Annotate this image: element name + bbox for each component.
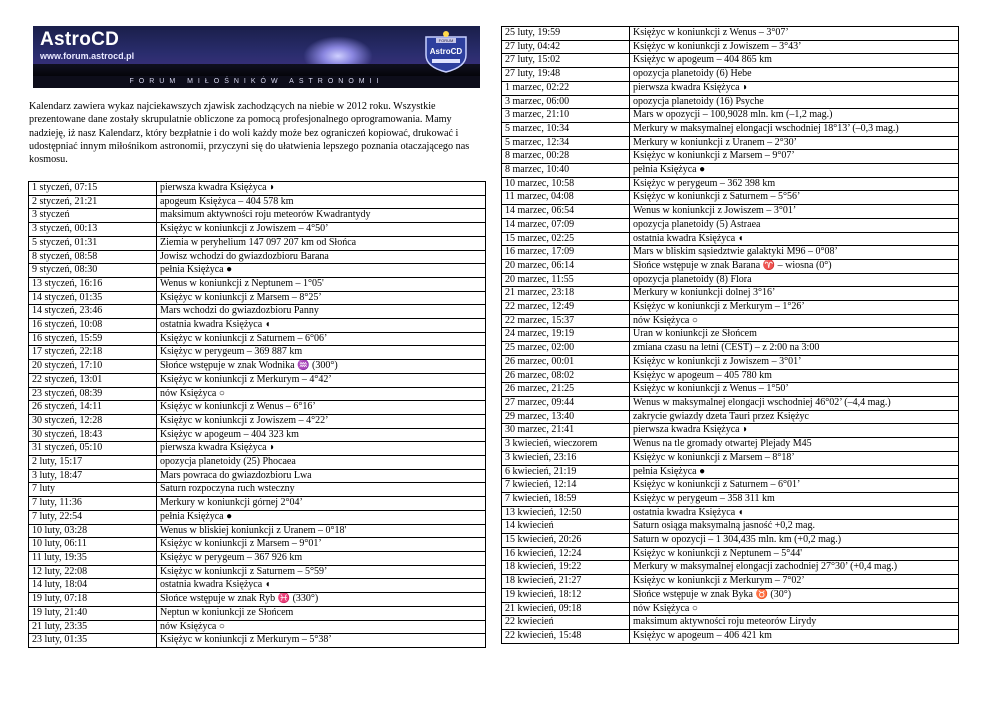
event-description: Księżyc w perygeum – 369 887 km [157,346,486,360]
event-row [502,506,959,520]
event-description: Księżyc w apogeum – 404 865 km [630,54,959,68]
event-description: nów Księżyca ○ [157,387,486,401]
event-date: 2 styczeń, 21:21 [29,195,157,209]
event-row [29,634,486,648]
event-row [502,218,959,232]
event-description: Uran w koniunkcji ze Słońcem [630,328,959,342]
event-description: Saturn osiąga maksymalną jasność +0,2 mag. [630,520,959,534]
event-date: 16 kwiecień, 12:24 [502,547,630,561]
event-description: Księżyc w koniunkcji z Wenus – 1°50’ [630,383,959,397]
event-description: Wenus na tle gromady otwartej Plejady M45 [630,438,959,452]
event-row [502,164,959,178]
event-description: Słońce wstępuje w znak Wodnika ♒ (300°) [157,360,486,374]
event-description: nów Księżyca ○ [630,314,959,328]
event-date: 14 styczeń, 01:35 [29,291,157,305]
event-row [502,273,959,287]
event-row [502,492,959,506]
event-date: 17 styczeń, 22:18 [29,346,157,360]
event-date: 9 styczeń, 08:30 [29,264,157,278]
event-row [502,150,959,164]
logo-text: AstroCD [429,47,463,56]
event-description: Księżyc w apogeum – 406 421 km [630,629,959,643]
event-date: 26 marzec, 00:01 [502,355,630,369]
event-description: Saturn rozpoczyna ruch wsteczny [157,483,486,497]
event-row [502,520,959,534]
event-date: 16 styczeń, 15:59 [29,332,157,346]
event-description: Wenus w bliskiej koniunkcji z Uranem – 0°18' [157,524,486,538]
event-date: 21 kwiecień, 09:18 [502,602,630,616]
banner-forum-strip: FORUM MIŁOŚNIKÓW ASTRONOMII [33,76,480,88]
event-row [502,588,959,602]
event-row [29,195,486,209]
event-description: maksimum aktywności roju meteorów Kwadrantydy [157,209,486,223]
event-row [502,396,959,410]
event-description: opozycja planetoidy (16) Psyche [630,95,959,109]
event-description: Księżyc w perygeum – 358 311 km [630,492,959,506]
event-row [502,136,959,150]
event-description: Księżyc w koniunkcji z Saturnem – 5°59’ [157,565,486,579]
event-date: 1 marzec, 02:22 [502,81,630,95]
event-row [29,579,486,593]
event-description: Merkury w koniunkcji z Uranem – 2°30’ [630,136,959,150]
event-row [29,524,486,538]
event-row [29,319,486,333]
event-row [29,565,486,579]
event-description: Księżyc w koniunkcji z Merkurym – 7°02’ [630,575,959,589]
event-row [29,236,486,250]
event-description: Księżyc w koniunkcji z Jowiszem – 3°01’ [630,355,959,369]
event-row [29,469,486,483]
event-row [502,246,959,260]
event-description: maksimum aktywności roju meteorów Lirydy [630,616,959,630]
astrocd-logo-icon [418,29,474,73]
event-description: Księżyc w koniunkcji z Merkurym – 4°42’ [157,373,486,387]
event-date: 14 kwiecień [502,520,630,534]
event-description: Księżyc w koniunkcji z Wenus – 6°16’ [157,401,486,415]
event-row [29,373,486,387]
event-date: 6 kwiecień, 21:19 [502,465,630,479]
astrocd-banner [33,26,480,88]
event-description: Księżyc w koniunkcji z Saturnem – 5°56’ [630,191,959,205]
event-row [29,223,486,237]
event-description: Merkury w koniunkcji dolnej 3°16’ [630,287,959,301]
event-description: Księżyc w perygeum – 367 926 km [157,551,486,565]
event-date: 29 marzec, 13:40 [502,410,630,424]
event-date: 27 luty, 04:42 [502,40,630,54]
event-date: 8 styczeń, 08:58 [29,250,157,264]
event-date: 22 marzec, 12:49 [502,301,630,315]
event-date: 23 styczeń, 08:39 [29,387,157,401]
event-row [29,332,486,346]
event-row [29,182,486,196]
event-date: 1 styczeń, 07:15 [29,182,157,196]
event-date: 26 styczeń, 14:11 [29,401,157,415]
event-date: 20 marzec, 11:55 [502,273,630,287]
event-date: 14 luty, 18:04 [29,579,157,593]
event-description: opozycja planetoidy (5) Astraea [630,218,959,232]
event-row [502,287,959,301]
event-description: Księżyc w koniunkcji z Marsem – 9°01’ [157,538,486,552]
event-row [502,259,959,273]
event-row [29,456,486,470]
event-row [502,342,959,356]
event-description: Merkury w maksymalnej elongacji wschodniej 18°13’ (–0,3 mag.) [630,122,959,136]
intro-paragraph: Kalendarz zawiera wykaz najciekawszych zjawisk zachodzących na niebie w 2012 roku. Wszystkie prezentowane dane zostały skrupulatnie obliczone za pomocą profesjonalnego oprogramowania. Mamy nadzieję, iż nasz Kalendarz, który bezpłatnie i do woli każdy może bez ograniczeń kopiować, drukować i udostępniać innym miłośnikom astronomii, przyczyni się do ułatwienia lepszego poznania otaczającego nas kosmosu. [29,101,470,166]
event-date: 8 marzec, 00:28 [502,150,630,164]
event-date: 5 marzec, 10:34 [502,122,630,136]
event-date: 18 kwiecień, 19:22 [502,561,630,575]
banner-brand: AstroCD [40,29,120,50]
event-date: 7 luty, 22:54 [29,510,157,524]
event-row [502,479,959,493]
logo-caption: FORUM [438,38,454,43]
event-date: 15 kwiecień, 20:26 [502,534,630,548]
event-description: ostatnia kwadra Księżyca ◖ [157,319,486,333]
event-description: opozycja planetoidy (6) Hebe [630,68,959,82]
event-row [29,209,486,223]
event-date: 23 luty, 01:35 [29,634,157,648]
event-row [502,301,959,315]
event-description: ostatnia kwadra Księżyca ◖ [630,506,959,520]
event-row [502,369,959,383]
event-row [502,232,959,246]
event-date: 30 marzec, 21:41 [502,424,630,438]
event-date: 3 luty, 18:47 [29,469,157,483]
event-row [29,483,486,497]
event-date: 3 kwiecień, wieczorem [502,438,630,452]
event-row [502,383,959,397]
event-date: 3 marzec, 06:00 [502,95,630,109]
event-date: 19 kwiecień, 18:12 [502,588,630,602]
event-row [502,95,959,109]
event-description: opozycja planetoidy (8) Flora [630,273,959,287]
event-date: 22 styczeń, 13:01 [29,373,157,387]
event-date: 20 marzec, 06:14 [502,259,630,273]
event-description: opozycja planetoidy (25) Phocaea [157,456,486,470]
event-description: Jowisz wchodzi do gwiazdozbioru Barana [157,250,486,264]
event-description: Mars w bliskim sąsiedztwie galaktyki M96 – 0°08’ [630,246,959,260]
event-date: 2 luty, 15:17 [29,456,157,470]
event-description: Księżyc w koniunkcji z Wenus – 3°07’ [630,27,959,41]
event-description: Księżyc w koniunkcji z Saturnem – 6°06’ [157,332,486,346]
event-date: 11 marzec, 04:08 [502,191,630,205]
event-date: 24 marzec, 19:19 [502,328,630,342]
event-description: Merkury w koniunkcji górnej 2°04’ [157,497,486,511]
event-row [502,205,959,219]
event-date: 21 luty, 23:35 [29,620,157,634]
event-row [502,602,959,616]
event-description: Słońce wstępuje w znak Ryb ♓ (330°) [157,593,486,607]
event-date: 3 styczeń [29,209,157,223]
event-description: nów Księżyca ○ [157,620,486,634]
event-description: Księżyc w koniunkcji z Merkurym – 1°26’ [630,301,959,315]
event-row [29,497,486,511]
event-date: 22 kwiecień, 15:48 [502,629,630,643]
event-row [502,561,959,575]
event-date: 30 styczeń, 12:28 [29,414,157,428]
event-row [29,277,486,291]
event-row [29,305,486,319]
event-date: 26 marzec, 21:25 [502,383,630,397]
event-description: Księżyc w apogeum – 404 323 km [157,428,486,442]
event-description: pierwsza kwadra Księżyca ◗ [157,442,486,456]
event-row [502,575,959,589]
event-description: Księżyc w koniunkcji z Marsem – 8°25’ [157,291,486,305]
event-row [502,81,959,95]
event-date: 27 marzec, 09:44 [502,396,630,410]
event-row [502,68,959,82]
event-date: 16 marzec, 17:09 [502,246,630,260]
event-description: Saturn w opozycji – 1 304,435 mln. km (+0,2 mag.) [630,534,959,548]
event-description: ostatnia kwadra Księżyca ◖ [630,232,959,246]
event-row [502,177,959,191]
event-date: 3 kwiecień, 23:16 [502,451,630,465]
event-date: 18 kwiecień, 21:27 [502,575,630,589]
event-row [502,40,959,54]
event-description: pełnia Księżyca ● [630,465,959,479]
silhouette-ground [33,64,480,76]
event-date: 26 marzec, 08:02 [502,369,630,383]
event-row [29,428,486,442]
event-description: Ziemia w peryhelium 147 097 207 km od Słońca [157,236,486,250]
event-date: 7 kwiecień, 12:14 [502,479,630,493]
event-date: 27 luty, 19:48 [502,68,630,82]
event-date: 5 styczeń, 01:31 [29,236,157,250]
event-row [502,451,959,465]
event-description: Mars w opozycji – 100,9028 mln. km (–1,2 mag.) [630,109,959,123]
event-description: Księżyc w koniunkcji z Jowiszem – 4°22’ [157,414,486,428]
event-description: pełnia Księżyca ● [157,264,486,278]
event-date: 10 marzec, 10:58 [502,177,630,191]
event-row [502,191,959,205]
event-description: Merkury w maksymalnej elongacji zachodniej 27°30’ (+0,4 mag.) [630,561,959,575]
event-row [502,54,959,68]
event-row [29,593,486,607]
event-row [29,538,486,552]
event-description: pierwsza kwadra Księżyca ◗ [630,81,959,95]
event-row [29,291,486,305]
event-description: pierwsza kwadra Księżyca ◗ [630,424,959,438]
event-description: Wenus w koniunkcji z Jowiszem – 3°01’ [630,205,959,219]
events-table-right [501,26,959,644]
event-row [502,534,959,548]
event-description: Księżyc w koniunkcji z Neptunem – 5°44' [630,547,959,561]
event-description: Księżyc w koniunkcji z Jowiszem – 4°50’ [157,223,486,237]
event-row [502,27,959,41]
event-description: Księżyc w koniunkcji z Saturnem – 6°01’ [630,479,959,493]
event-date: 5 marzec, 12:34 [502,136,630,150]
event-date: 25 marzec, 02:00 [502,342,630,356]
event-description: Księżyc w koniunkcji z Jowiszem – 3°43’ [630,40,959,54]
event-date: 30 styczeń, 18:43 [29,428,157,442]
event-date: 14 marzec, 07:09 [502,218,630,232]
event-row [502,629,959,643]
event-date: 25 luty, 19:59 [502,27,630,41]
event-description: Słońce wstępuje w znak Barana ♈ – wiosna (0°) [630,259,959,273]
event-description: Mars wchodzi do gwiazdozbioru Panny [157,305,486,319]
event-date: 10 luty, 06:11 [29,538,157,552]
event-date: 19 luty, 21:40 [29,606,157,620]
event-date: 19 luty, 07:18 [29,593,157,607]
event-description: zakrycie gwiazdy dzeta Tauri przez Księżyc [630,410,959,424]
event-description: apogeum Księżyca – 404 578 km [157,195,486,209]
event-description: Księżyc w koniunkcji z Merkurym – 5°38’ [157,634,486,648]
event-row [29,387,486,401]
event-date: 14 styczeń, 23:46 [29,305,157,319]
event-description: Księżyc w koniunkcji z Marsem – 9°07’ [630,150,959,164]
event-row [502,122,959,136]
event-date: 21 marzec, 23:18 [502,287,630,301]
event-date: 27 luty, 15:02 [502,54,630,68]
event-row [29,360,486,374]
event-row [29,510,486,524]
event-row [29,346,486,360]
event-date: 13 kwiecień, 12:50 [502,506,630,520]
event-date: 15 marzec, 02:25 [502,232,630,246]
event-date: 7 luty, 11:36 [29,497,157,511]
event-date: 12 luty, 22:08 [29,565,157,579]
event-row [502,109,959,123]
event-date: 3 styczeń, 00:13 [29,223,157,237]
event-date: 22 kwiecień [502,616,630,630]
event-row [29,264,486,278]
event-row [502,424,959,438]
event-date: 22 marzec, 15:37 [502,314,630,328]
event-date: 7 luty [29,483,157,497]
event-description: Wenus w maksymalnej elongacji wschodniej 46°02’ (–4,4 mag.) [630,396,959,410]
event-row [29,414,486,428]
event-row [502,438,959,452]
event-row [502,328,959,342]
event-row [29,401,486,415]
event-date: 13 styczeń, 16:16 [29,277,157,291]
event-description: pełnia Księżyca ● [630,164,959,178]
event-row [29,606,486,620]
event-row [502,465,959,479]
event-description: Neptun w koniunkcji ze Słońcem [157,606,486,620]
event-row [502,355,959,369]
event-date: 20 styczeń, 17:10 [29,360,157,374]
event-description: Mars powraca do gwiazdozbioru Lwa [157,469,486,483]
event-row [502,547,959,561]
event-description: pełnia Księżyca ● [157,510,486,524]
event-row [29,620,486,634]
event-row [502,314,959,328]
event-row [29,250,486,264]
event-row [29,442,486,456]
events-table-left [28,181,486,648]
event-row [502,616,959,630]
event-date: 11 luty, 19:35 [29,551,157,565]
event-date: 10 luty, 03:28 [29,524,157,538]
event-date: 8 marzec, 10:40 [502,164,630,178]
event-row [29,551,486,565]
event-description: Słońce wstępuje w znak Byka ♉ (30°) [630,588,959,602]
banner-url: www.forum.astrocd.pl [40,51,135,61]
event-date: 14 marzec, 06:54 [502,205,630,219]
event-date: 7 kwiecień, 18:59 [502,492,630,506]
event-date: 31 styczeń, 05:10 [29,442,157,456]
event-description: pierwsza kwadra Księżyca ◗ [157,182,486,196]
event-description: Księżyc w apogeum – 405 780 km [630,369,959,383]
event-description: Księżyc w koniunkcji z Marsem – 8°18’ [630,451,959,465]
event-description: Księżyc w perygeum – 362 398 km [630,177,959,191]
event-row [502,410,959,424]
event-date: 3 marzec, 21:10 [502,109,630,123]
event-description: nów Księżyca ○ [630,602,959,616]
event-date: 16 styczeń, 10:08 [29,319,157,333]
event-description: Wenus w koniunkcji z Neptunem – 1°05' [157,277,486,291]
event-description: zmiana czasu na letni (CEST) – z 2:00 na 3:00 [630,342,959,356]
event-description: ostatnia kwadra Księżyca ◖ [157,579,486,593]
